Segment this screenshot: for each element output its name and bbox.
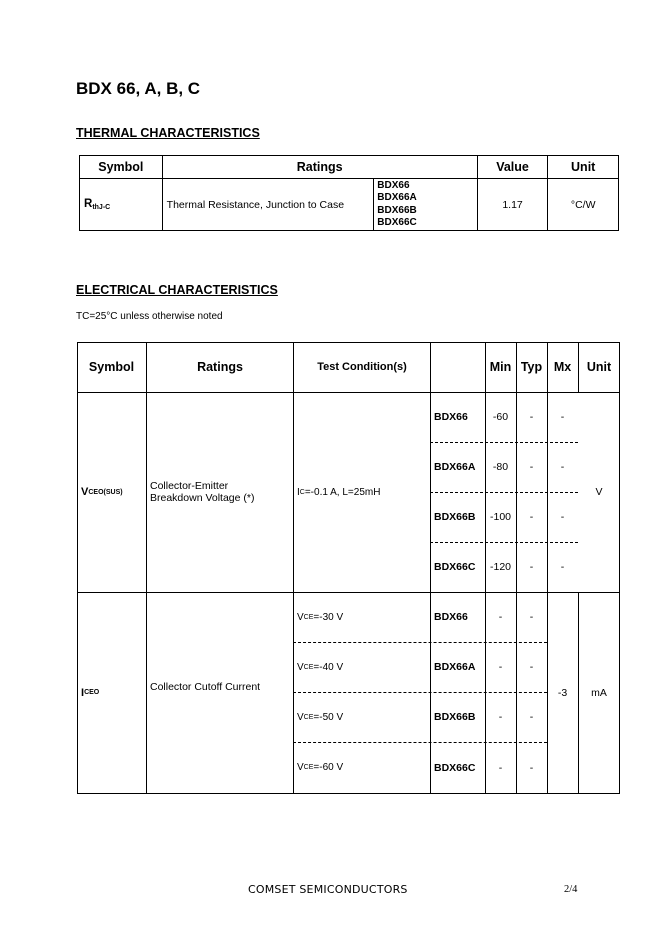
vceo-symbol [81,392,146,592]
elec-header-typ: Typ [520,360,543,374]
thermal-symbol [80,179,163,231]
iceo-part: BDX66B [434,711,476,723]
elec-header-symbol: Symbol [88,360,135,374]
page-title: BDX 66, A, B, C [76,79,201,98]
cond-pre: V [297,611,304,623]
cond-sub: C [299,488,305,496]
thermal-value: 1.17 [477,179,548,231]
thermal-rating: Thermal Resistance, Junction to Case [162,179,374,231]
iceo-typ: - [529,761,534,774]
thermal-header-row [80,156,619,179]
vceo-rating [150,392,293,592]
iceo-min: - [498,611,503,623]
header-value: Value [477,156,548,179]
vceo-min: -60 [492,411,509,423]
vceo-condition [297,392,430,592]
iceo-min: - [498,711,503,723]
symbol-main: V [81,486,89,498]
thermal-part: BDX66B [377,204,417,216]
elec-header-test: Test Condition(s) [317,361,407,373]
symbol-sub: CEO(SUS) [88,488,123,496]
vceo-typ: - [529,561,534,573]
vceo-max: - [560,561,565,573]
cond-pre: V [297,661,304,673]
vceo-typ: - [529,511,534,523]
thermal-row [80,179,619,231]
iceo-part: BDX66A [434,661,476,673]
rating-line: Collector-Emitter [150,480,229,492]
symbol-sub: CEO [84,689,100,696]
vceo-part: BDX66A [434,461,476,473]
vceo-unit: V [595,486,603,498]
vceo-part: BDX66B [434,511,476,523]
iceo-rating: Collector Cutoff Current [150,681,261,693]
vceo-max: - [560,511,565,523]
rating-line: Breakdown Voltage (*) [150,492,255,504]
cond-post: =-30 V [313,611,344,623]
iceo-part: BDX66C [434,761,476,774]
symbol-main: I [81,686,85,699]
elec-header-ratings: Ratings [197,360,243,374]
iceo-unit: mA [591,686,607,699]
iceo-symbol [81,592,146,793]
cond-sub: CE [303,663,314,671]
cond-post: =-50 V [313,711,344,723]
header-symbol: Symbol [80,156,163,179]
elec-header-min: Min [489,360,512,374]
vceo-typ: - [529,461,534,473]
thermal-part: BDX66A [377,192,417,203]
electrical-table [77,342,620,794]
vceo-min: -120 [489,561,511,573]
electrical-note: TC=25°C unless otherwise noted [76,311,223,322]
iceo-typ: - [529,711,534,723]
thermal-part: BDX66 [377,179,410,191]
iceo-condition [297,642,430,692]
thermal-unit: °C/W [548,179,619,231]
iceo-typ: - [529,611,534,623]
elec-header-max: Mx [553,360,572,374]
header-unit: Unit [548,156,619,179]
iceo-condition [297,592,430,642]
thermal-heading: THERMAL CHARACTERISTICS [76,126,260,140]
vceo-typ: - [529,411,534,423]
iceo-condition [297,692,430,742]
iceo-condition [297,742,430,793]
vceo-part: BDX66 [434,411,468,423]
header-ratings: Ratings [162,156,477,179]
thermal-parts [374,179,477,231]
cond-sub: CE [303,713,314,721]
elec-header-unit: Unit [586,360,612,374]
iceo-min: - [498,761,503,774]
iceo-typ: - [529,661,534,673]
thermal-part: BDX66C [377,217,417,228]
vceo-max: - [560,411,565,423]
cond-post: =-40 V [313,661,344,673]
cond-pre: V [297,711,304,723]
cond-sub: CE [303,764,314,771]
electrical-heading: ELECTRICAL CHARACTERISTICS [76,283,278,297]
thermal-table [79,155,619,231]
vceo-max: - [560,461,565,473]
iceo-max: -3 [557,686,568,699]
symbol-sub: thJ-C [92,204,111,211]
cond-post: =-60 V [313,762,344,773]
iceo-part: BDX66 [434,611,468,623]
iceo-min: - [498,661,503,673]
page-number: 2/4 [564,884,578,895]
cond-pre: V [297,762,304,773]
symbol-main: R [84,198,93,210]
cond-post: =-0.1 A, L=25mH [304,486,381,498]
footer-company: COMSET SEMICONDUCTORS [248,883,408,896]
vceo-part: BDX66C [434,561,476,573]
cond-pre: I [297,486,300,498]
vceo-min: -100 [489,511,511,523]
vceo-min: -80 [492,461,509,473]
cond-sub: CE [303,613,314,621]
